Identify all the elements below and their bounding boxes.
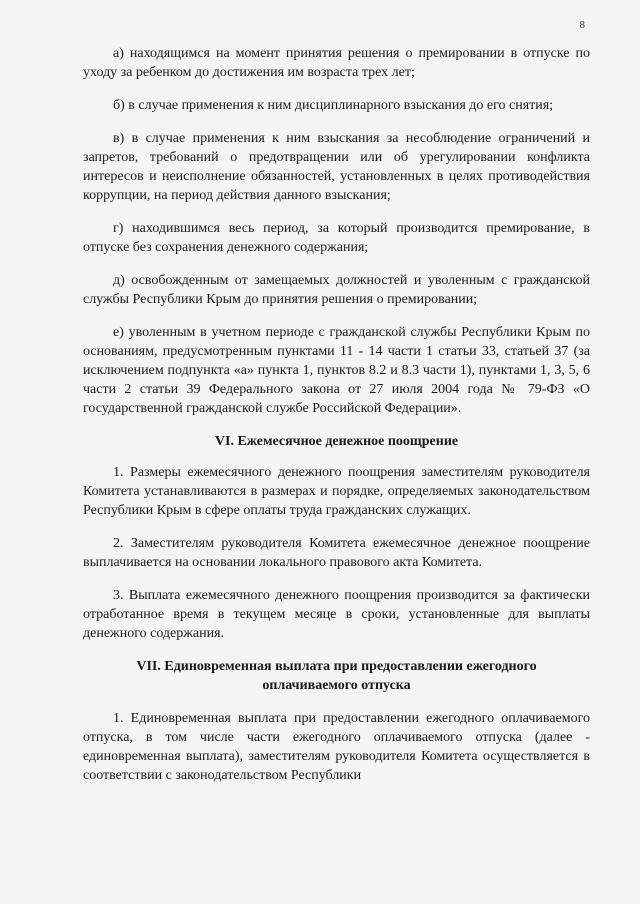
section-7-heading-line-2: оплачиваемого отпуска [262, 678, 411, 693]
section-6-paragraph-3: 3. Выплата ежемесячного денежного поощрения производится за фактически отработанное время в текущем месяце в сроки, установленные для выплаты денежного содержания. [83, 588, 590, 641]
item-b: б) в случае применения к ним дисциплинарного взыскания до его снятия; [113, 98, 554, 113]
section-6-heading: VI. Ежемесячное денежное поощрение [214, 434, 459, 449]
section-7-paragraph-1: 1. Единовременная выплата при предоставлении ежегодного оплачиваемого отпуска, в том числе части ежегодного оплачиваемого отпуска (далее - единовременная выплата), заместителям руководителя Комитета осуществляется в соответствии с законодательством Республики [83, 711, 590, 783]
item-a: а) находящимся на момент принятия решения о премировании в отпуске по уходу за ребенком до достижения им возраста трех лет; [83, 46, 590, 80]
section-6-paragraph-2: 2. Заместителям руководителя Комитета ежемесячное денежное поощрение выплачивается на основании локального правового акта Комитета. [83, 536, 590, 570]
page-number: 8 [579, 19, 585, 31]
item-e: е) уволенным в учетном периоде с гражданской службы Республики Крым по основаниям, предусмотренным пунктами 11 - 14 части 1 статьи 33, статьей 37 (за исключением подпункта «а» пункта 1, пунктов 8.2 и 8.3 части 1), пунктами 1, 3, 5, 6 части 2 статьи 39 Федерального закона от 27 июля 2004 года № 79-ФЗ «О государственной гражданской службе Российской Федерации». [83, 325, 590, 416]
item-d: д) освобожденным от замещаемых должностей и уволенным с гражданской службы Республики Крым до принятия решения о премировании; [83, 273, 590, 307]
section-7-heading-line-1: VII. Единовременная выплата при предоставлении ежегодного [136, 659, 537, 674]
item-v: в) в случае применения к ним взыскания за несоблюдение ограничений и запретов, требований о предотвращении или об урегулировании конфликта интересов и неисполнение обязанностей, установленных в целях противодействия коррупции, на период действия данного взыскания; [83, 131, 590, 203]
section-6-paragraph-1: 1. Размеры ежемесячного денежного поощрения заместителям руководителя Комитета устанавливаются в размерах и порядке, определяемых законодательством Республики Крым в сфере оплаты труда гражданских служащих. [83, 465, 590, 518]
section-7-heading [83, 657, 590, 695]
item-g: г) находившимся весь период, за который производится премирование, в отпуске без сохранения денежного содержания; [83, 221, 590, 255]
